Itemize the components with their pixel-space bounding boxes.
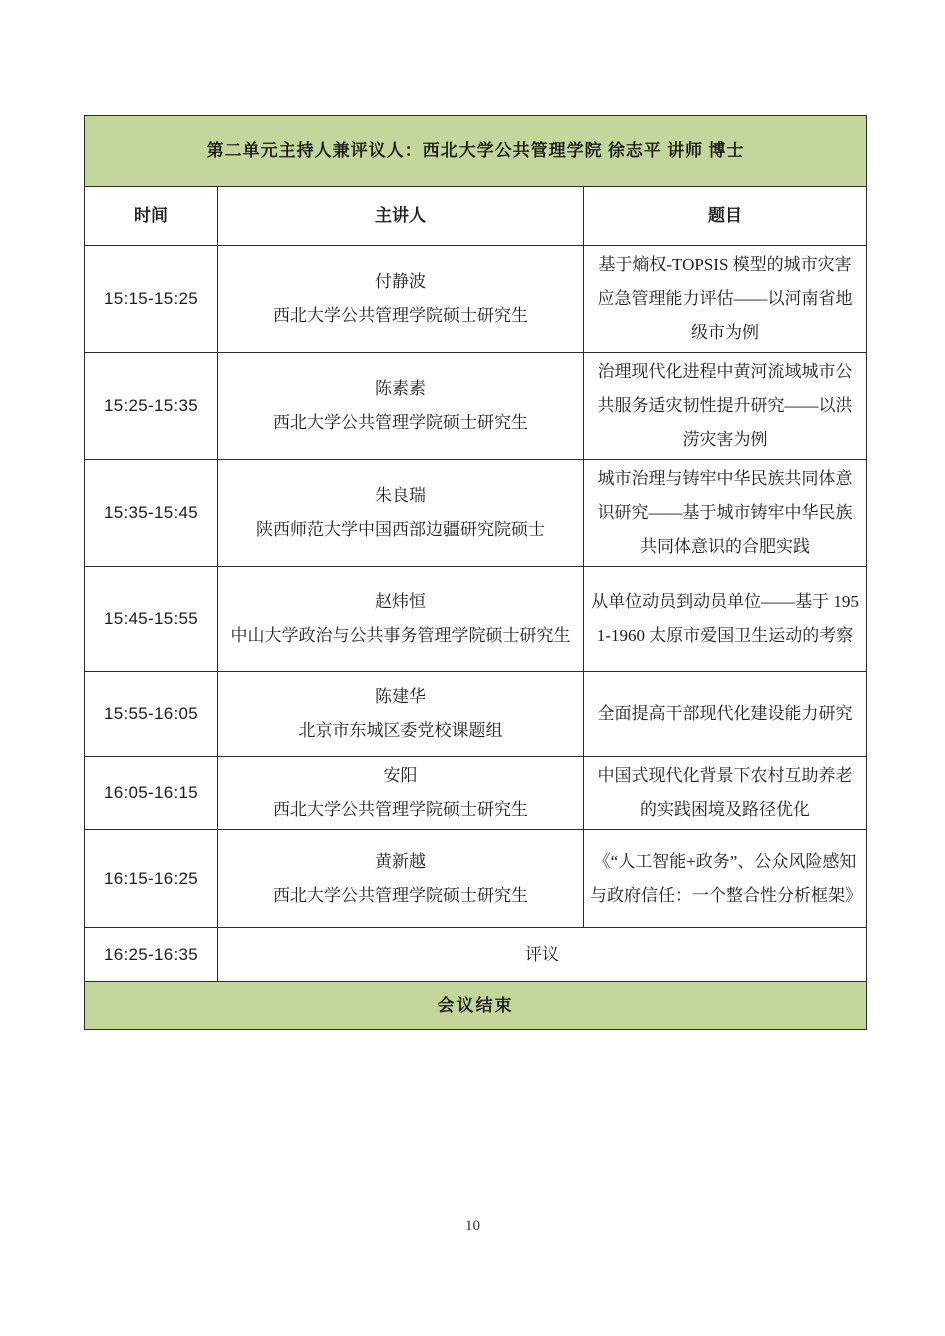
review-time-cell: 16:25-16:35 xyxy=(85,928,218,982)
title-cell: 从单位动员到动员单位——基于 1951-1960 太原市爱国卫生运动的考察 xyxy=(584,567,867,672)
column-header-time: 时间 xyxy=(85,187,218,246)
title-cell: 中国式现代化背景下农村互助养老的实践困境及路径优化 xyxy=(584,757,867,830)
title-cell: 《“人工智能+政务”、公众风险感知与政府信任：一个整合性分析框架》 xyxy=(584,830,867,928)
speaker-cell xyxy=(218,830,584,928)
speaker-cell xyxy=(218,757,584,830)
time-cell: 15:35-15:45 xyxy=(85,460,218,567)
speaker-affiliation: 西北大学公共管理学院硕士研究生 xyxy=(273,800,528,819)
footer-row xyxy=(85,982,867,1030)
speaker-name: 安阳 xyxy=(383,766,418,785)
time-cell: 16:15-16:25 xyxy=(85,830,218,928)
speaker-affiliation: 西北大学公共管理学院硕士研究生 xyxy=(273,306,528,325)
schedule-table xyxy=(84,115,867,1030)
time-cell: 15:15-15:25 xyxy=(85,246,218,353)
table-row xyxy=(85,672,867,757)
speaker-name: 陈素素 xyxy=(375,379,426,398)
speaker-name: 黄新越 xyxy=(375,851,426,871)
unit-header-row xyxy=(85,116,867,187)
speaker-cell xyxy=(218,460,584,567)
speaker-cell xyxy=(218,567,584,672)
table-footer-label: 会议结束 xyxy=(85,982,867,1030)
table-row xyxy=(85,830,867,928)
review-label-cell: 评议 xyxy=(218,928,867,982)
column-header-title: 题目 xyxy=(584,187,867,246)
title-cell: 全面提高干部现代化建设能力研究 xyxy=(584,672,867,757)
speaker-name: 赵炜恒 xyxy=(375,592,426,611)
time-cell: 15:55-16:05 xyxy=(85,672,218,757)
speaker-cell xyxy=(218,672,584,757)
column-header-speaker: 主讲人 xyxy=(218,187,584,246)
table-row xyxy=(85,246,867,353)
time-cell: 15:45-15:55 xyxy=(85,567,218,672)
title-cell: 基于熵权-TOPSIS 模型的城市灾害应急管理能力评估——以河南省地级市为例 xyxy=(584,246,867,353)
speaker-cell xyxy=(218,353,584,460)
speaker-name: 朱良瑞 xyxy=(375,486,426,505)
table-row xyxy=(85,353,867,460)
unit-header-title: 第二单元主持人兼评议人：西北大学公共管理学院 徐志平 讲师 博士 xyxy=(85,116,867,187)
title-cell: 城市治理与铸牢中华民族共同体意识研究——基于城市铸牢中华民族共同体意识的合肥实践 xyxy=(584,460,867,567)
time-cell: 16:05-16:15 xyxy=(85,757,218,830)
speaker-cell xyxy=(218,246,584,353)
table-row xyxy=(85,757,867,830)
title-cell: 治理现代化进程中黄河流域城市公共服务适灾韧性提升研究——以洪涝灾害为例 xyxy=(584,353,867,460)
column-header-row xyxy=(85,187,867,246)
review-row xyxy=(85,928,867,982)
speaker-name: 陈建华 xyxy=(375,687,426,706)
speaker-name: 付静波 xyxy=(375,272,426,291)
speaker-affiliation: 西北大学公共管理学院硕士研究生 xyxy=(273,413,528,432)
table-row xyxy=(85,460,867,567)
speaker-affiliation: 陕西师范大学中国西部边疆研究院硕士 xyxy=(256,520,545,539)
page-number: 10 xyxy=(465,1218,480,1234)
table-row xyxy=(85,567,867,672)
speaker-affiliation: 中山大学政治与公共事务管理学院硕士研究生 xyxy=(230,626,571,645)
speaker-affiliation: 北京市东城区委党校课题组 xyxy=(298,721,503,740)
speaker-affiliation: 西北大学公共管理学院硕士研究生 xyxy=(273,885,528,905)
time-cell: 15:25-15:35 xyxy=(85,353,218,460)
